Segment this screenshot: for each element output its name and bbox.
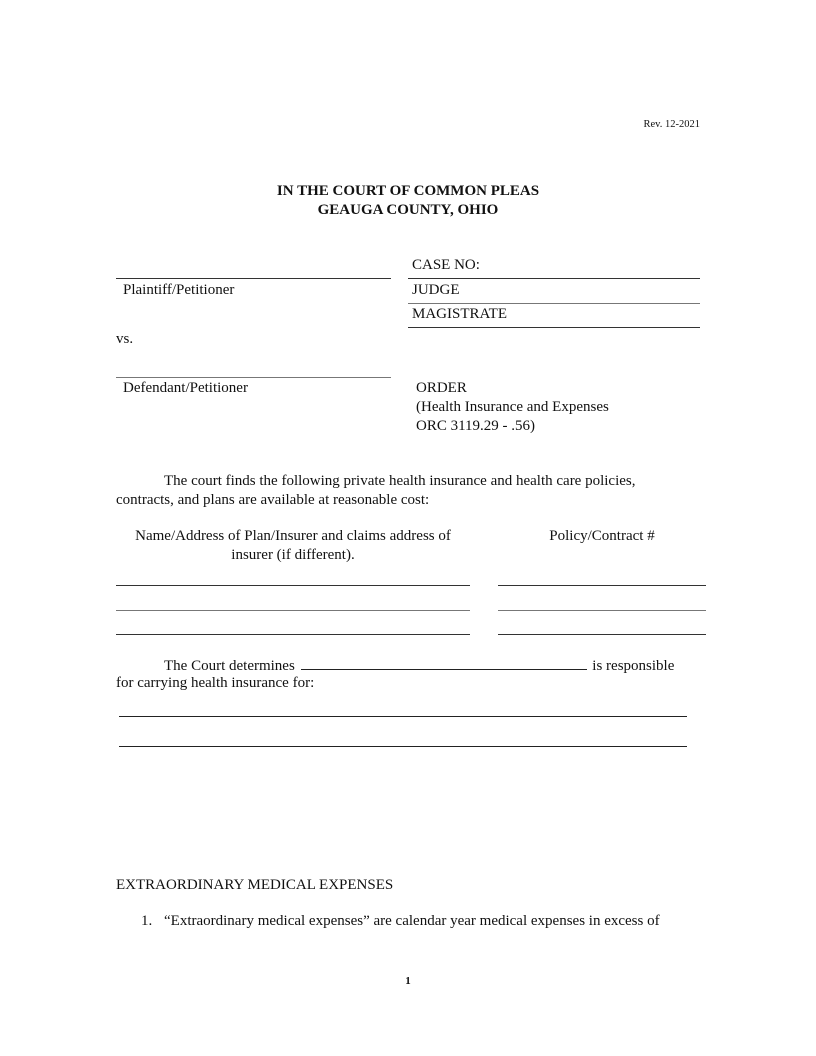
magistrate-label: MAGISTRATE [412, 306, 508, 322]
determines-suffix: is responsible [592, 658, 675, 674]
determines-line1 [164, 655, 674, 676]
order-title: ORDER [416, 380, 467, 396]
plaintiff-label: Plaintiff/Petitioner [123, 282, 235, 298]
vs-label: vs. [116, 331, 134, 347]
defendant-label: Defendant/Petitioner [123, 380, 248, 396]
responsible-party-blank[interactable] [301, 655, 587, 670]
court-title-line1: IN THE COURT OF COMMON PLEAS [276, 183, 540, 199]
findings-line1: The court finds the following private health insurance and health care policies, [164, 473, 636, 489]
order-subtitle-1: (Health Insurance and Expenses [416, 399, 609, 415]
plan-insurer-line-3[interactable] [116, 634, 470, 635]
revision-label: Rev. 12-2021 [643, 119, 700, 130]
judge-line[interactable] [408, 303, 700, 304]
order-subtitle-2: ORC 3119.29 - .56) [416, 418, 536, 434]
plan-insurer-header-line1: Name/Address of Plan/Insurer and claims address of [135, 528, 451, 544]
court-title-line2: GEAUGA COUNTY, OHIO [317, 202, 499, 218]
case-no-line[interactable] [408, 278, 700, 279]
findings-line2: contracts, and plans are available at reasonable cost: [116, 492, 430, 508]
insured-persons-line-1[interactable] [119, 716, 687, 717]
determines-line2: for carrying health insurance for: [116, 675, 315, 691]
insured-persons-line-2[interactable] [119, 746, 687, 747]
item1-number: 1. [141, 913, 153, 929]
policy-contract-line-1[interactable] [498, 585, 706, 586]
case-no-label: CASE NO: [412, 257, 480, 273]
plaintiff-signature-line[interactable] [116, 278, 391, 279]
plan-insurer-header-line2: insurer (if different). [231, 547, 355, 563]
defendant-signature-line[interactable] [116, 377, 391, 378]
plan-insurer-line-2[interactable] [116, 610, 470, 611]
policy-contract-header: Policy/Contract # [549, 528, 655, 544]
policy-contract-line-2[interactable] [498, 610, 706, 611]
determines-prefix: The Court determines [164, 658, 295, 674]
item1-text: “Extraordinary medical expenses” are calendar year medical expenses in excess of [164, 913, 660, 929]
policy-contract-line-3[interactable] [498, 634, 706, 635]
magistrate-line[interactable] [408, 327, 700, 328]
extraordinary-heading: EXTRAORDINARY MEDICAL EXPENSES [116, 877, 394, 893]
page-number: 1 [405, 975, 411, 987]
plan-insurer-line-1[interactable] [116, 585, 470, 586]
judge-label: JUDGE [412, 282, 460, 298]
